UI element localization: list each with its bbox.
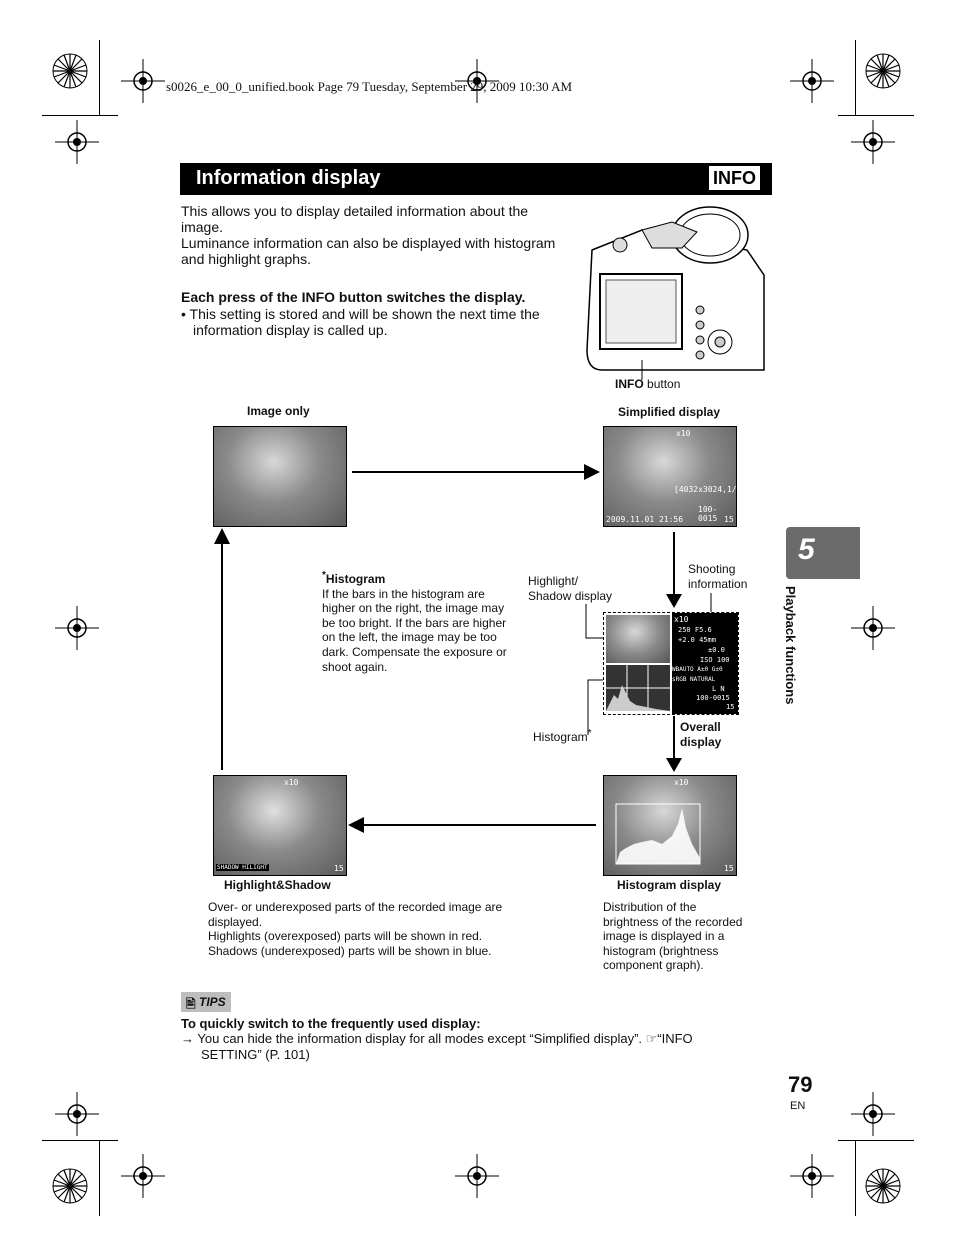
file-readout: 100-0015: [698, 505, 718, 523]
desc-line: image is displayed in a: [603, 929, 725, 944]
tips-text: [181, 1031, 761, 1063]
label-highlight-shadow-display: [528, 574, 612, 603]
count-readout: 15: [334, 864, 344, 873]
label-overall-display: [680, 720, 721, 749]
histogram-display-description: [603, 900, 763, 973]
iso-readout: ISO 100: [700, 656, 730, 664]
flash-comp: ±0.0: [708, 646, 725, 654]
info-badge: INFO: [709, 166, 760, 190]
zoom-readout: x10: [284, 778, 299, 787]
info-button-info: INFO: [615, 377, 644, 391]
label-simplified: Simplified display: [618, 405, 721, 419]
tips-line: SETTING” (P. 101): [201, 1047, 310, 1062]
press-info: INFO: [301, 289, 336, 305]
quality-readout: L N: [712, 685, 725, 693]
page-title: Information display: [196, 167, 381, 189]
zoom-readout: x10: [674, 615, 689, 624]
label-highlight-shadow: Highlight&Shadow: [224, 878, 331, 892]
intro-line: Luminance information can also be displayed with histogram: [181, 235, 556, 251]
shutter-aperture: 250 F5.6: [678, 626, 712, 634]
count-readout: 15: [726, 703, 735, 711]
histogram-note-line: be too bright. If the bars are higher: [322, 615, 507, 630]
histogram-note-title: Histogram: [325, 572, 386, 586]
bullet-line: • This setting is stored and will be shown the next time the: [181, 306, 540, 322]
file-readout: 100-0015: [696, 694, 730, 702]
histogram-note-line: on the left, the image may be too: [322, 630, 497, 645]
bullet-line: information display is called up.: [193, 322, 388, 338]
wb-readout: WBAUTO A±0 G±0: [672, 666, 723, 673]
label-line: display: [680, 734, 722, 749]
page-number: 79: [788, 1072, 813, 1097]
tips-label: TIPS: [199, 995, 226, 1009]
label-shooting-info: [688, 562, 747, 591]
label-histogram: Histogram*: [533, 728, 592, 744]
desc-line: histogram (brightness: [603, 943, 719, 958]
chapter-tab: [786, 527, 860, 579]
desc-line: component graph).: [603, 958, 704, 973]
desc-line: Over- or underexposed parts of the recorded image are: [208, 900, 503, 914]
zoom-readout: x10: [674, 778, 689, 787]
shadow-highlight-bar: SHADOW HILIGHT: [217, 864, 268, 871]
press-prefix: Each press of the: [181, 289, 302, 305]
intro-line: This allows you to display detailed information about the: [181, 203, 529, 219]
chapter-number: 5: [798, 533, 815, 566]
label-line: Highlight/: [528, 574, 579, 588]
intro-line: image.: [181, 219, 224, 235]
histogram-note-line: dark. Compensate the exposure or: [322, 644, 507, 659]
label-line: information: [688, 576, 748, 591]
label-line: Overall: [680, 720, 721, 734]
tips-badge: [181, 992, 231, 1012]
size-readout: [4032x3024,1/8]: [674, 485, 747, 494]
tips-icon: 🖹: [186, 997, 196, 1011]
info-button-word: button: [647, 377, 681, 391]
histogram-note-line: higher on the right, the image may: [322, 601, 505, 616]
intro-line: and highlight graphs.: [181, 251, 311, 267]
label-histogram-display: Histogram display: [617, 878, 722, 892]
desc-line: Shadows (underexposed) parts will be shown in blue.: [208, 943, 492, 958]
label-image-only: Image only: [247, 404, 310, 418]
desc-line: brightness of the recorded: [603, 914, 743, 929]
tips-line: → You can hide the information display for all modes except “Simplified display”. ☞“INFO: [181, 1031, 693, 1046]
count-readout: 15: [724, 515, 734, 524]
color-readout: sRGB NATURAL: [672, 676, 716, 683]
highlight-shadow-description: [208, 900, 538, 958]
count-readout: 15: [724, 864, 734, 873]
label-line: Shadow display: [528, 588, 613, 603]
press-suffix: button switches the display.: [335, 289, 526, 305]
date-readout: 2009.11.01 21:56: [606, 515, 684, 524]
desc-line: Distribution of the: [603, 900, 697, 914]
zoom-readout: x10: [676, 429, 691, 438]
histogram-note: *Histogram If the bars in the histogram are higher on the right, the image may be too bright. If the bars are higher on the left, the image may be too dark. Compensate the exposure or shoot again.: [322, 569, 522, 674]
label-line: Histogram: [533, 730, 588, 744]
desc-line: Highlights (overexposed) parts will be shown in red.: [208, 929, 483, 944]
book-header: s0026_e_00_0_unified.book Page 79 Tuesday, September 29, 2009 10:30 AM: [166, 79, 573, 94]
label-line: Shooting: [688, 562, 736, 576]
tips-heading: To quickly switch to the frequently used display:: [181, 1016, 481, 1031]
histogram-note-line: shoot again.: [322, 659, 388, 674]
histogram-note-line: If the bars in the histogram are: [322, 586, 485, 601]
page-language: EN: [790, 1100, 806, 1112]
section-side-label: Playback functions: [783, 586, 798, 705]
desc-line: displayed.: [208, 914, 263, 929]
exposure-focal: +2.0 45mm: [678, 636, 716, 644]
